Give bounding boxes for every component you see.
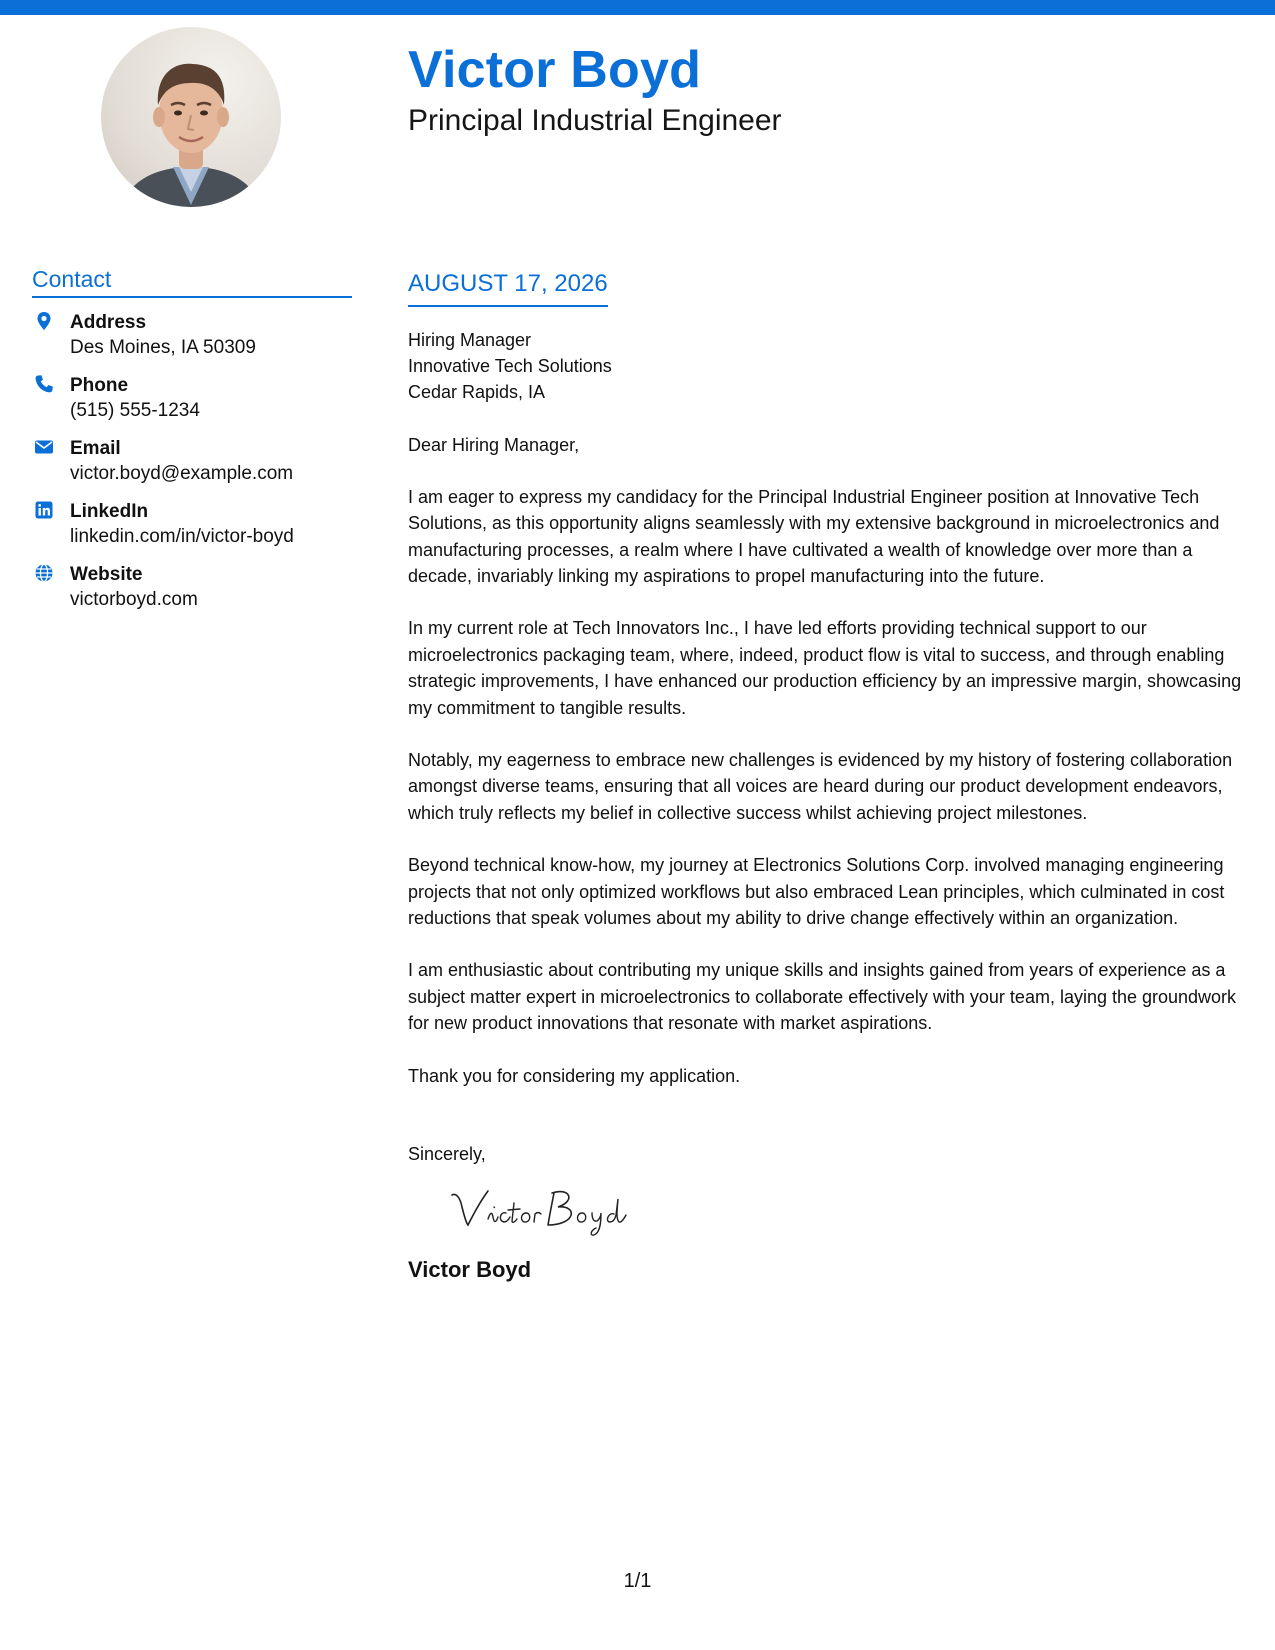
contact-value: victorboyd.com: [70, 589, 198, 611]
contact-label: LinkedIn: [70, 501, 149, 523]
contact-item-address: [32, 310, 352, 360]
letter-paragraph: I am enthusiastic about contributing my unique skills and insights gained from years of experience as a subject matter expert in microelectronics to collaborate effectively with your team, laying the groundwork for new product innovations that resonate with market aspirations.: [408, 960, 1237, 1034]
signer-name: Victor Boyd: [408, 1257, 532, 1283]
recipient-company: Innovative Tech Solutions: [408, 355, 612, 376]
letter-paragraph: Thank you for considering my application.: [408, 1065, 741, 1086]
letter-paragraph: Notably, my eagerness to embrace new challenges is evidenced by my history of fostering collaboration amongst diverse teams, ensuring that all voices are heard during our product development endeavors, which truly reflects my belief in collective success whilst achieving project milestones.: [408, 750, 1233, 823]
contact-label: Email: [70, 438, 121, 460]
contact-item-email: [32, 436, 352, 486]
closing: Sincerely,: [408, 1144, 486, 1165]
contact-value: Des Moines, IA 50309: [70, 337, 256, 359]
contact-label: Phone: [70, 375, 129, 397]
letter-body: [408, 270, 1248, 1283]
contact-item-linkedin: [32, 499, 352, 549]
candidate-name: Victor Boyd: [408, 41, 702, 99]
recipient-block: [408, 327, 1248, 405]
salutation: Dear Hiring Manager,: [408, 434, 580, 455]
handwritten-signature: [444, 1181, 644, 1239]
top-accent-bar: [0, 0, 1275, 15]
email-icon: [34, 437, 54, 457]
letter-paragraph: I am eager to express my candidacy for the Principal Industrial Engineer position at Innovative Tech Solutions, as this opportunity aligns seamlessly with my extensive background in microelectronics and manufacturing processes, a realm where I have cultivated a wealth of knowledge over more than a decade, invariably linking my aspirations to propel manufacturing into the future.: [408, 486, 1220, 587]
contact-item-phone: [32, 373, 352, 423]
linkedin-icon: [34, 500, 54, 520]
contact-value: linkedin.com/in/victor-boyd: [70, 526, 294, 548]
page-number: 1/1: [623, 1570, 652, 1592]
contact-label: Website: [70, 564, 143, 586]
letter-paragraph: Beyond technical know-how, my journey at Electronics Solutions Corp. involved managing engineering projects that not only optimized workflows but also embraced Lean principles, which culminated in cost reductions that speak volumes about my ability to drive change effectively within an organization.: [408, 855, 1225, 929]
contact-label: Address: [70, 312, 147, 334]
profile-photo: [101, 27, 281, 207]
contact-item-website: [32, 562, 352, 612]
globe-icon: [34, 563, 54, 583]
phone-icon: [34, 374, 54, 394]
letter-date: AUGUST 17, 2026: [408, 270, 608, 307]
candidate-title: Principal Industrial Engineer: [408, 104, 782, 137]
contact-heading: Contact: [32, 266, 352, 298]
recipient-location: Cedar Rapids, IA: [408, 381, 546, 402]
recipient-name: Hiring Manager: [408, 329, 532, 350]
contact-value: (515) 555-1234: [70, 400, 200, 422]
letter-paragraph: In my current role at Tech Innovators Inc., I have led efforts providing technical support to our microelectronics packaging team, where, indeed, product flow is vital to success, and through enabling strategic improvements, I have enhanced our production efficiency by an impressive margin, showcasing my commitment to tangible results.: [408, 618, 1242, 718]
map-pin-icon: [34, 311, 54, 331]
contact-sidebar: [32, 266, 352, 625]
contact-value: victor.boyd@example.com: [70, 463, 294, 485]
